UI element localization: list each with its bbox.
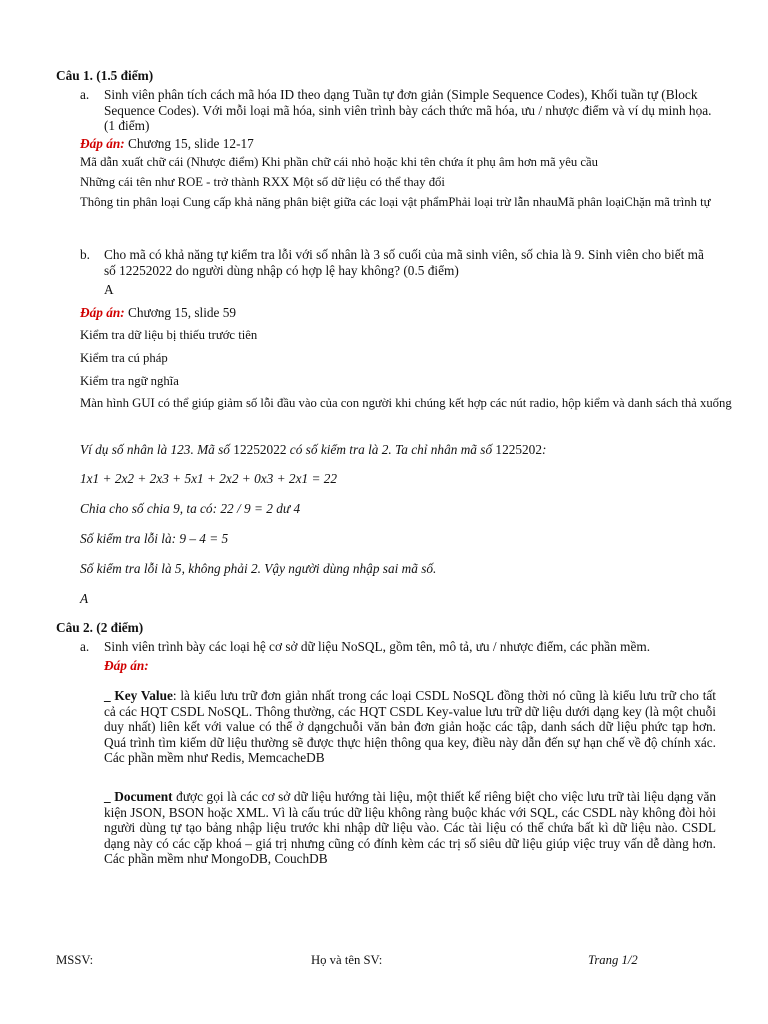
q1b-final-answer: A — [80, 591, 89, 606]
q1b-example — [80, 442, 740, 458]
q1b-question-text: Cho mã có khả năng tự kiểm tra lỗi với số nhân là 3 số cuối của mã sinh viên, số chia là 9. Sinh viên cho biết mã số 12252022 do người dùng nhập có hợp lệ hay không? (0.5 điểm) — [104, 247, 704, 278]
q1b-calc-2: Chia cho số chia 9, ta có: 22 / 9 = 2 dư 4 — [80, 501, 301, 516]
example-code: 12252022 — [233, 442, 287, 457]
answer-reference: Chương 15, slide 59 — [124, 305, 237, 320]
key-value-title: _ Key Value — [104, 688, 173, 703]
answer-label: Đáp án: — [80, 305, 125, 320]
question-2-heading: Câu 2. (2 điểm) — [56, 620, 144, 635]
answer-label: Đáp án: — [80, 136, 125, 151]
example-code: 1225202 — [495, 442, 542, 457]
q1a-line-3: Thông tin phân loại Cung cấp khả năng phân biệt giữa các loại vật phẩmPhải loại trừ lẫn nhauMã phân loạiChặn mã trình tự — [80, 195, 711, 209]
q2a-answer — [104, 658, 149, 674]
question-1-heading: Câu 1. (1.5 điểm) — [56, 68, 154, 83]
answer-colon: : — [144, 658, 149, 673]
q1b-calc-1: 1x1 + 2x2 + 2x3 + 5x1 + 2x2 + 0x3 + 2x1 = 22 — [80, 471, 338, 486]
key-value-paragraph — [104, 688, 716, 766]
q1a-marker: a. — [80, 87, 90, 102]
q1b-line-3: Kiểm tra ngữ nghĩa — [80, 374, 179, 388]
answer-reference: Chương 15, slide 12-17 — [124, 136, 254, 151]
q1b-calc-3: Số kiểm tra lỗi là: 9 – 4 = 5 — [80, 531, 229, 546]
example-text: : — [541, 442, 547, 457]
document-title: _ Document — [104, 789, 173, 804]
footer-mssv: MSSV: — [56, 953, 94, 967]
q1b-line-4: Màn hình GUI có thể giúp giảm số lỗi đầu vào của con người khi chúng kết hợp các nút radio, hộp kiểm và danh sách thả xuống — [80, 396, 732, 410]
q1b-line-2: Kiểm tra cú pháp — [80, 351, 168, 365]
q1a-line-1: Mã dẫn xuất chữ cái (Nhược điểm) Khi phần chữ cái nhỏ hoặc khi tên chứa ít phụ âm hơn mã yêu cầu — [80, 155, 598, 169]
q2a-marker: a. — [80, 639, 90, 654]
q1a-answer — [80, 136, 254, 152]
key-value-text: : là kiểu lưu trữ đơn giản nhất trong các loại CSDL NoSQL đồng thời nó cũng là kiểu lưu trữ cho tất cả các HQT CSDL NoSQL. Thông thường, các HQT CSDL Key-value lưu trữ dữ liệu dưới dạng key (là một chuỗi duy nhất) liên kết với value có thể ở dạngchuỗi văn bản đơn giản hoặc các tập, danh sách dữ liệu phức tạp hơn. Quá trình tìm kiếm dữ liệu thường sẽ được thực hiện thông qua key, điều này dẫn đến sự hạn chế về độ chính xác. Các phần mềm như Redis, MemcacheDB — [104, 688, 716, 765]
q1a-line-2: Những cái tên như ROE - trở thành RXX Một số dữ liệu có thể thay đổi — [80, 175, 445, 189]
q1a-question-text: Sinh viên phân tích cách mã hóa ID theo dạng Tuần tự đơn giản (Simple Sequence Codes), Khối tuần tự (Block Sequence Codes). Với mỗi loại mã hóa, sinh viên trình bày cách thức mã hóa, ưu / nhược điểm và ví dụ minh họa. (1 điểm) — [104, 87, 712, 133]
q2a-question-text: Sinh viên trình bày các loại hệ cơ sở dữ liệu NoSQL, gồm tên, mô tả, ưu / nhược điểm, các phần mềm. — [104, 639, 651, 654]
footer-student-name: Họ và tên SV: — [311, 953, 383, 967]
q1b-marker: b. — [80, 247, 90, 262]
q1b-line-1: Kiểm tra dữ liệu bị thiếu trước tiên — [80, 328, 258, 342]
q1b-answer — [80, 305, 236, 321]
document-text: được gọi là các cơ sở dữ liệu hướng tài liệu, một thiết kế riêng biệt cho việc lưu trữ tài liệu dạng văn kiện JSON, BSON hoặc XML. Vì là cấu trúc dữ liệu không ràng buộc khác với SQL, các CSDL này không đòi hỏi người dùng tự tạo bảng nhập liệu trước khi nhập dữ liệu vào. Các tài liệu có thể chứa bất kì dữ liệu nào. CSDL dạng này có các cặp khoá – giá trị nhưng cũng có đính kèm các trị số siêu dữ liệu giúp việc truy vấn dễ dàng hơn. Các phần mềm như MongoDB, CouchDB — [104, 789, 716, 866]
answer-label: Đáp án — [104, 658, 145, 673]
footer-page-number: Trang 1/2 — [588, 953, 638, 967]
document-paragraph — [104, 789, 716, 867]
q1b-choice: A — [104, 282, 114, 297]
example-text: có số kiểm tra là 2. Ta chỉ nhân mã số — [286, 442, 496, 457]
example-text: Ví dụ số nhân là 123. Mã số — [80, 442, 234, 457]
q1b-calc-4: Số kiểm tra lỗi là 5, không phải 2. Vậy người dùng nhập sai mã số. — [80, 561, 437, 576]
